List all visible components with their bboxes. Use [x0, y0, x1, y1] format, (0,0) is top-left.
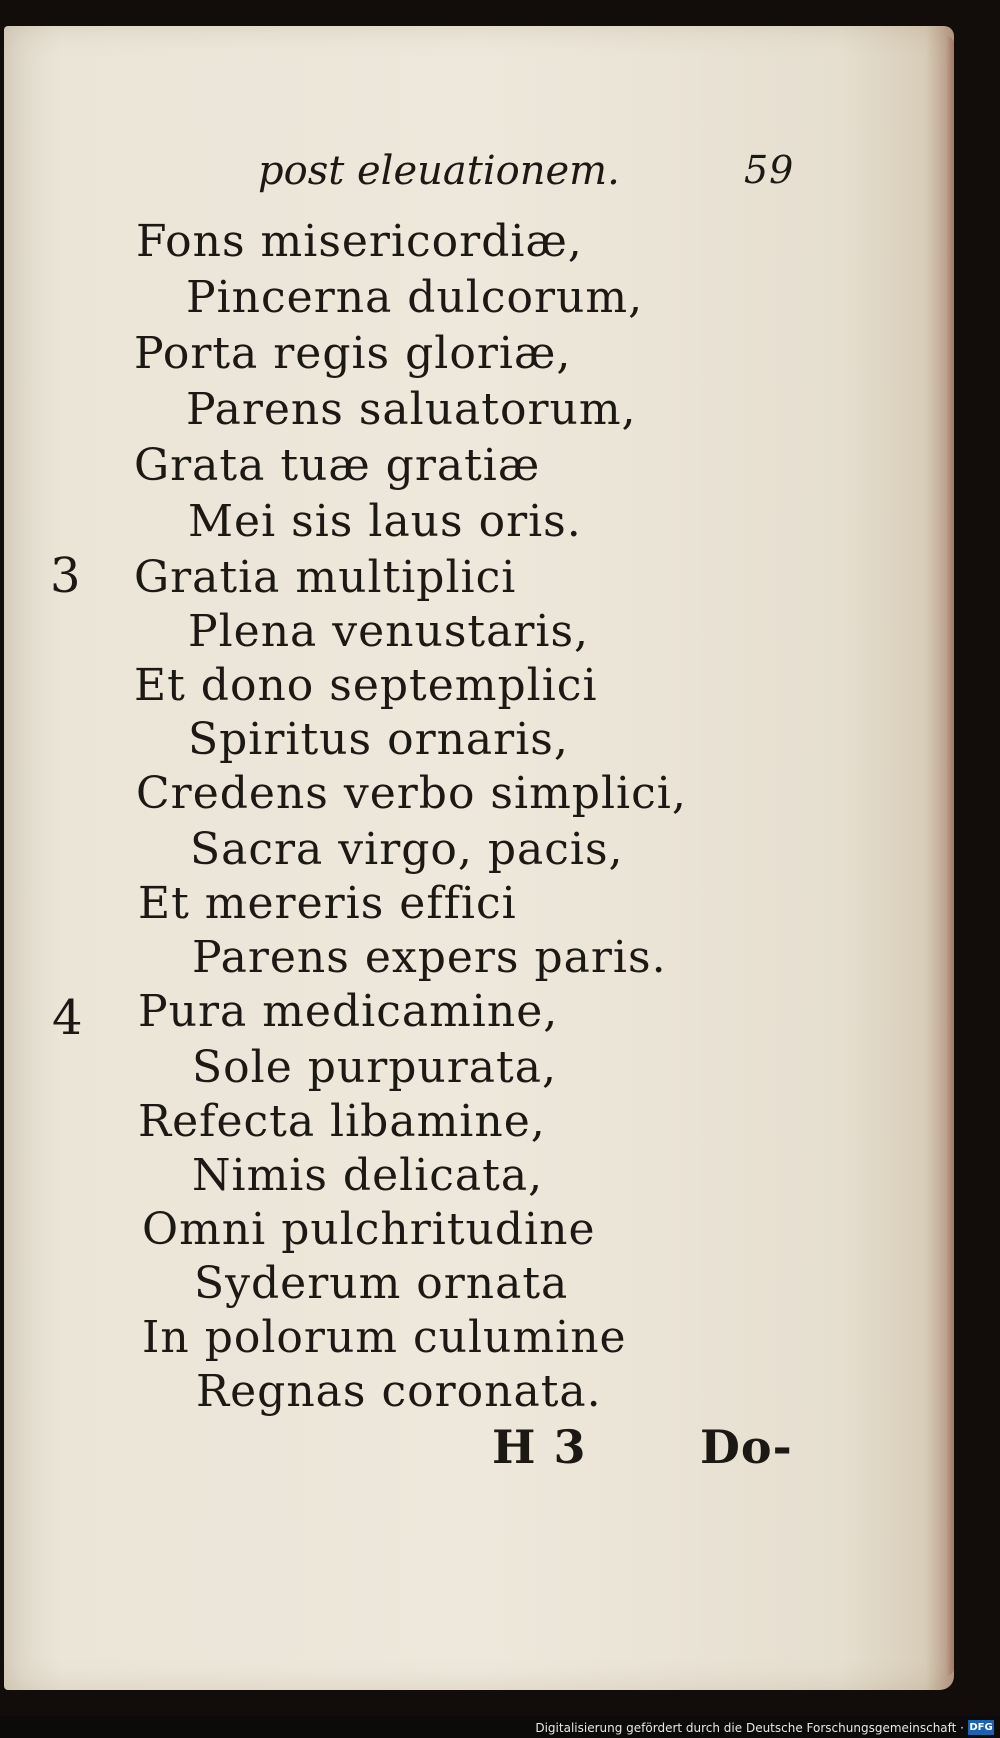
verse-line: Sole purpurata, — [192, 1042, 557, 1093]
verse-line: In polorum culumine — [142, 1312, 627, 1363]
verse-line: Spiritus ornaris, — [188, 714, 569, 765]
verse-line: Parens saluatorum, — [186, 384, 637, 435]
catchword: Do- — [700, 1420, 793, 1474]
running-head: post eleuationem. — [258, 148, 620, 194]
footer-credit: Digitalisierung gefördert durch die Deutsche Forschungsgemeinschaft · — [535, 1721, 964, 1735]
dfg-logo: DFG — [969, 1722, 993, 1733]
verse-line: Nimis delicata, — [192, 1150, 544, 1201]
page-number: 59 — [744, 148, 795, 192]
verse-line: Mei sis laus oris. — [188, 496, 582, 547]
verse-line: Pincerna dulcorum, — [186, 272, 644, 323]
verse-line: Refecta libamine, — [138, 1096, 546, 1147]
verse-line: Porta regis gloriæ, — [134, 328, 572, 379]
verse-line: Grata tuæ gratiæ — [134, 440, 541, 491]
verse-line: Et mereris effici — [138, 878, 517, 929]
verse-line: Plena venustaris, — [188, 606, 590, 657]
verse-line: Credens verbo simplici, — [136, 768, 687, 819]
verse-line: Gratia multiplici — [134, 552, 517, 603]
page-edge — [946, 36, 954, 1676]
verse-line: Syderum ornata — [194, 1258, 569, 1309]
stanza-number: 3 — [50, 548, 81, 604]
signature-mark: H 3 — [492, 1420, 587, 1474]
verse-line: Fons misericordiæ, — [136, 216, 583, 267]
verse-line: Parens expers paris. — [192, 932, 667, 983]
verse-line: Et dono septemplici — [134, 660, 598, 711]
verse-line: Pura medicamine, — [138, 986, 559, 1037]
stanza-number: 4 — [52, 990, 83, 1046]
footer-bar — [0, 1716, 1000, 1738]
verse-line: Sacra virgo, pacis, — [190, 824, 624, 875]
verse-line: Regnas coronata. — [196, 1366, 602, 1417]
verse-line: Omni pulchritudine — [142, 1204, 596, 1255]
